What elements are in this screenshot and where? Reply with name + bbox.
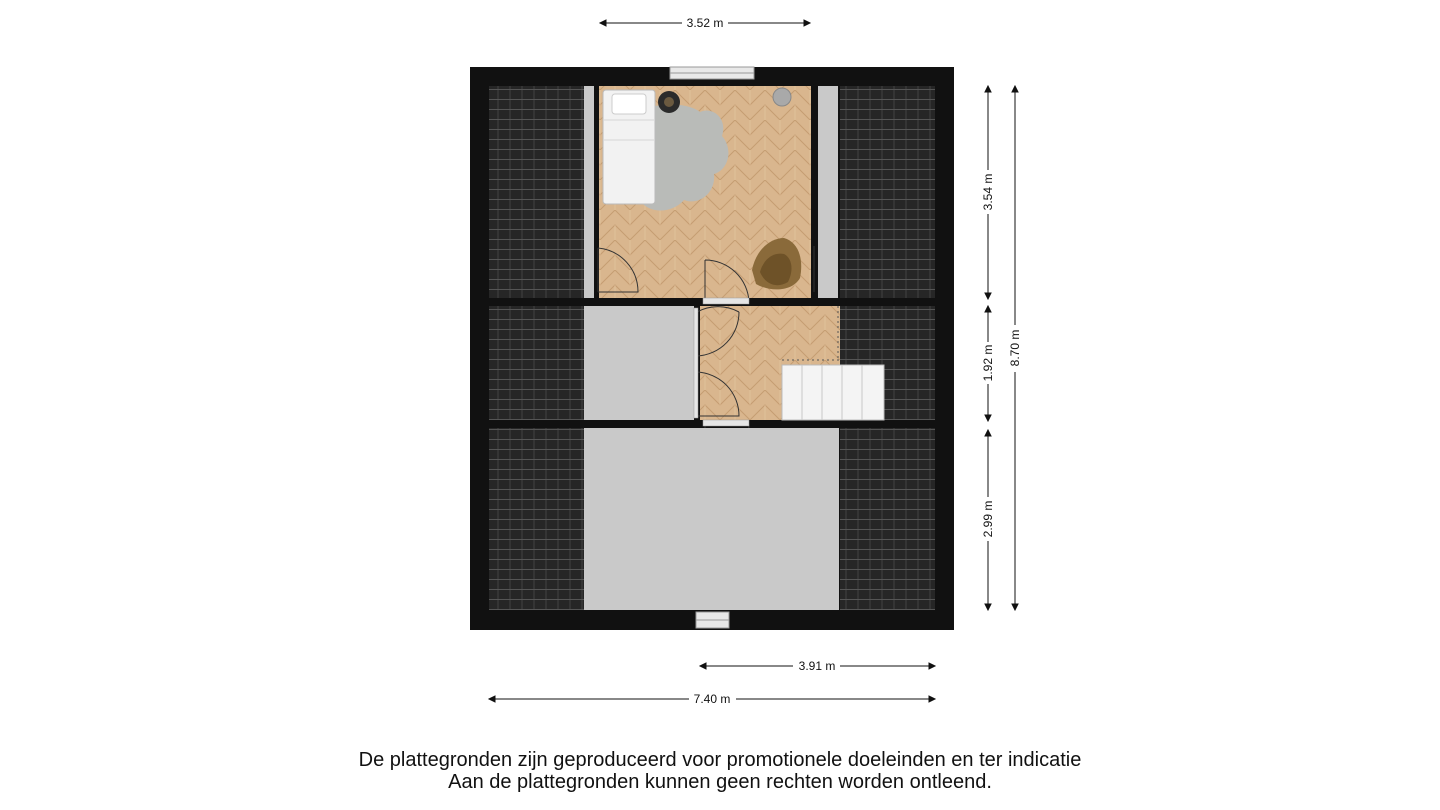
storage-lower xyxy=(584,428,839,610)
roof-left-middle xyxy=(489,306,584,420)
storage-middle xyxy=(584,306,694,420)
roof-left-upper xyxy=(489,86,584,298)
roof-right-lower xyxy=(840,428,935,610)
bedroom-knee-wall-right xyxy=(818,86,838,298)
roof-right-upper xyxy=(840,86,935,298)
dimension-label-bottom-inner: 3.91 m xyxy=(798,659,836,673)
dimension-label-lower: 2.99 m xyxy=(981,500,995,538)
roof-left-lower xyxy=(489,428,584,610)
disclaimer-line-2: Aan de plattegronden kunnen geen rechten worden ontleend. xyxy=(448,771,992,793)
disclaimer-line-1: De plattegronden zijn geproduceerd voor promotionele doeleinden en ter indicatie xyxy=(358,749,1082,771)
dimension-label-top: 3.52 m xyxy=(686,16,724,30)
dimension-label-middle: 1.92 m xyxy=(981,344,995,382)
dimension-label-total-height: 8.70 m xyxy=(1008,329,1022,367)
round-table-icon xyxy=(658,91,680,113)
dimension-label-upper: 3.54 m xyxy=(981,173,995,211)
bedroom-knee-wall-left xyxy=(584,86,594,298)
stool-icon xyxy=(773,88,791,106)
dimension-label-bottom-total: 7.40 m xyxy=(693,692,731,706)
bed-icon xyxy=(603,90,655,204)
